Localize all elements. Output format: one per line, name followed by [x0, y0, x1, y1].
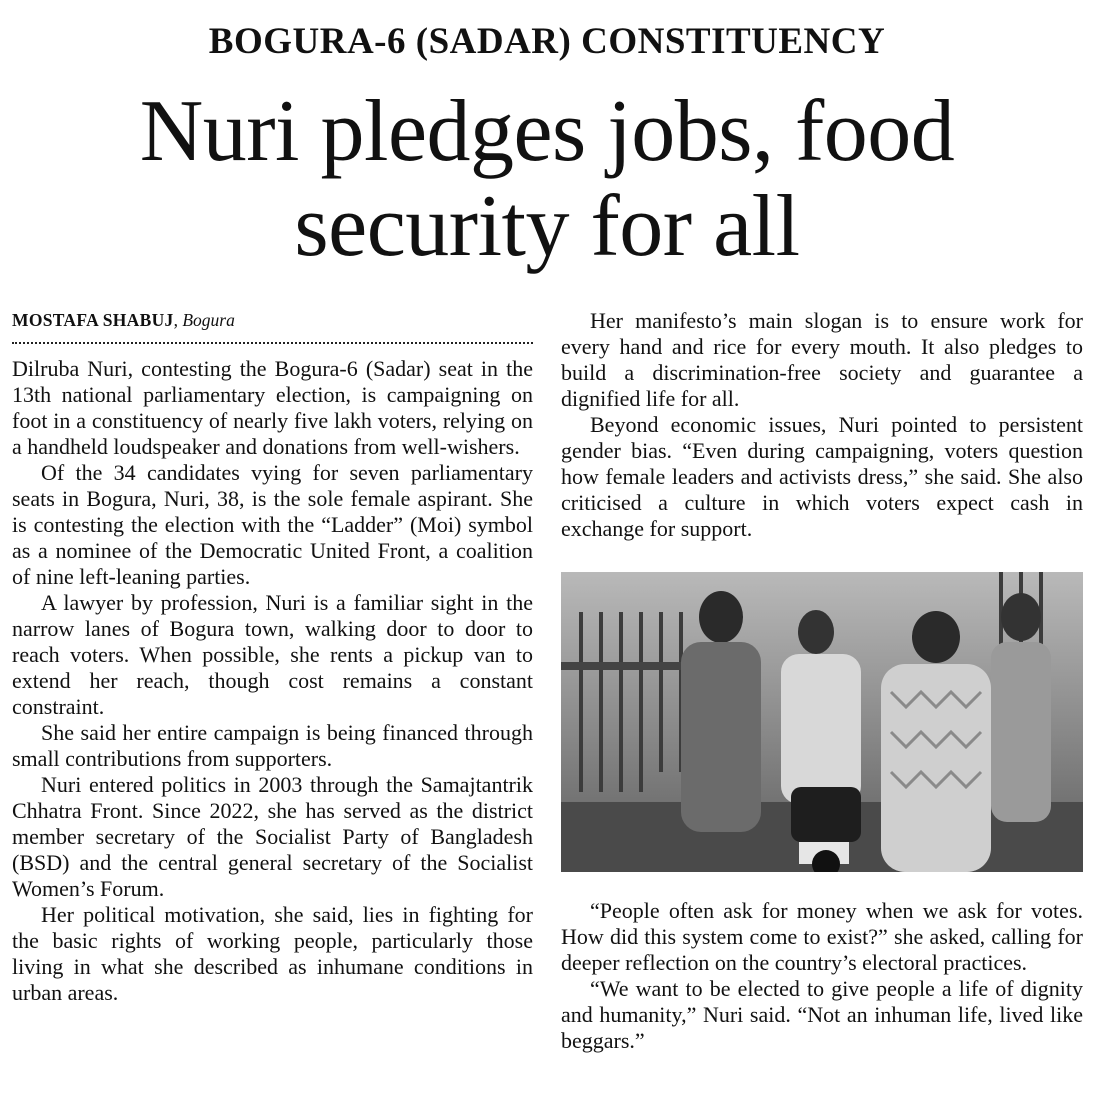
kicker: BOGURA-6 (SADAR) CONSTITUENCY	[208, 21, 886, 62]
body-paragraph: Of the 34 candidates vying for seven parliamentary seats in Bogura, Nuri, 38, is the sole female aspirant. She is contesting the election with the “Ladder” (Moi) symbol as a nominee of the Democratic United Front, a coalition of nine left-leaning parties.	[12, 460, 533, 589]
campaign-photo	[561, 572, 1083, 872]
body-paragraph: She said her entire campaign is being financed through small contributions from supporters.	[12, 720, 533, 771]
body-paragraph: Her manifesto’s main slogan is to ensure work for every hand and rice for every mouth. It also pledges to build a discrimination-free society and guarantee a dignified life for all.	[561, 308, 1083, 411]
right-column	[561, 308, 1083, 1054]
byline-author: MOSTAFA SHABUJ	[12, 310, 174, 330]
body-paragraph: Her political motivation, she said, lies in fighting for the basic rights of working people, particularly those living in what she described as inhumane conditions in urban areas.	[12, 902, 533, 1005]
headline	[0, 84, 1094, 274]
byline: MOSTAFA SHABUJ, Bogura	[12, 308, 533, 344]
byline-location: Bogura	[182, 310, 235, 330]
body-paragraph: Beyond economic issues, Nuri pointed to persistent gender bias. “Even during campaigning, voters question how female leaders and activists dress,” she said. She also criticised a culture in which voters expect cash in exchange for support.	[561, 412, 1083, 541]
left-column	[12, 308, 533, 1006]
body-paragraph: A lawyer by profession, Nuri is a familiar sight in the narrow lanes of Bogura town, walking door to door to reach voters. When possible, she rents a pickup van to extend her reach, though cost remains a constant constraint.	[12, 590, 533, 719]
headline-line-2: security for all	[294, 178, 800, 275]
body-paragraph: “We want to be elected to give people a life of dignity and humanity,” Nuri said. “Not an inhuman life, lived like beggars.”	[561, 976, 1083, 1053]
body-paragraph: “People often ask for money when we ask for votes. How did this system come to exist?” she asked, calling for deeper reflection on the country’s electoral practices.	[561, 898, 1083, 975]
body-paragraph: Nuri entered politics in 2003 through the Samajtantrik Chhatra Front. Since 2022, she has served as the district member secretary of the Socialist Party of Bangladesh (BSD) and the central general secretary of the Socialist Women’s Forum.	[12, 772, 533, 901]
headline-line-1: Nuri pledges jobs, food	[139, 83, 955, 180]
body-paragraph: Dilruba Nuri, contesting the Bogura-6 (Sadar) seat in the 13th national parliamentary election, is campaigning on foot in a constituency of nearly five lakh voters, relying on a handheld loudspeaker and donations from well-wishers.	[12, 356, 533, 459]
